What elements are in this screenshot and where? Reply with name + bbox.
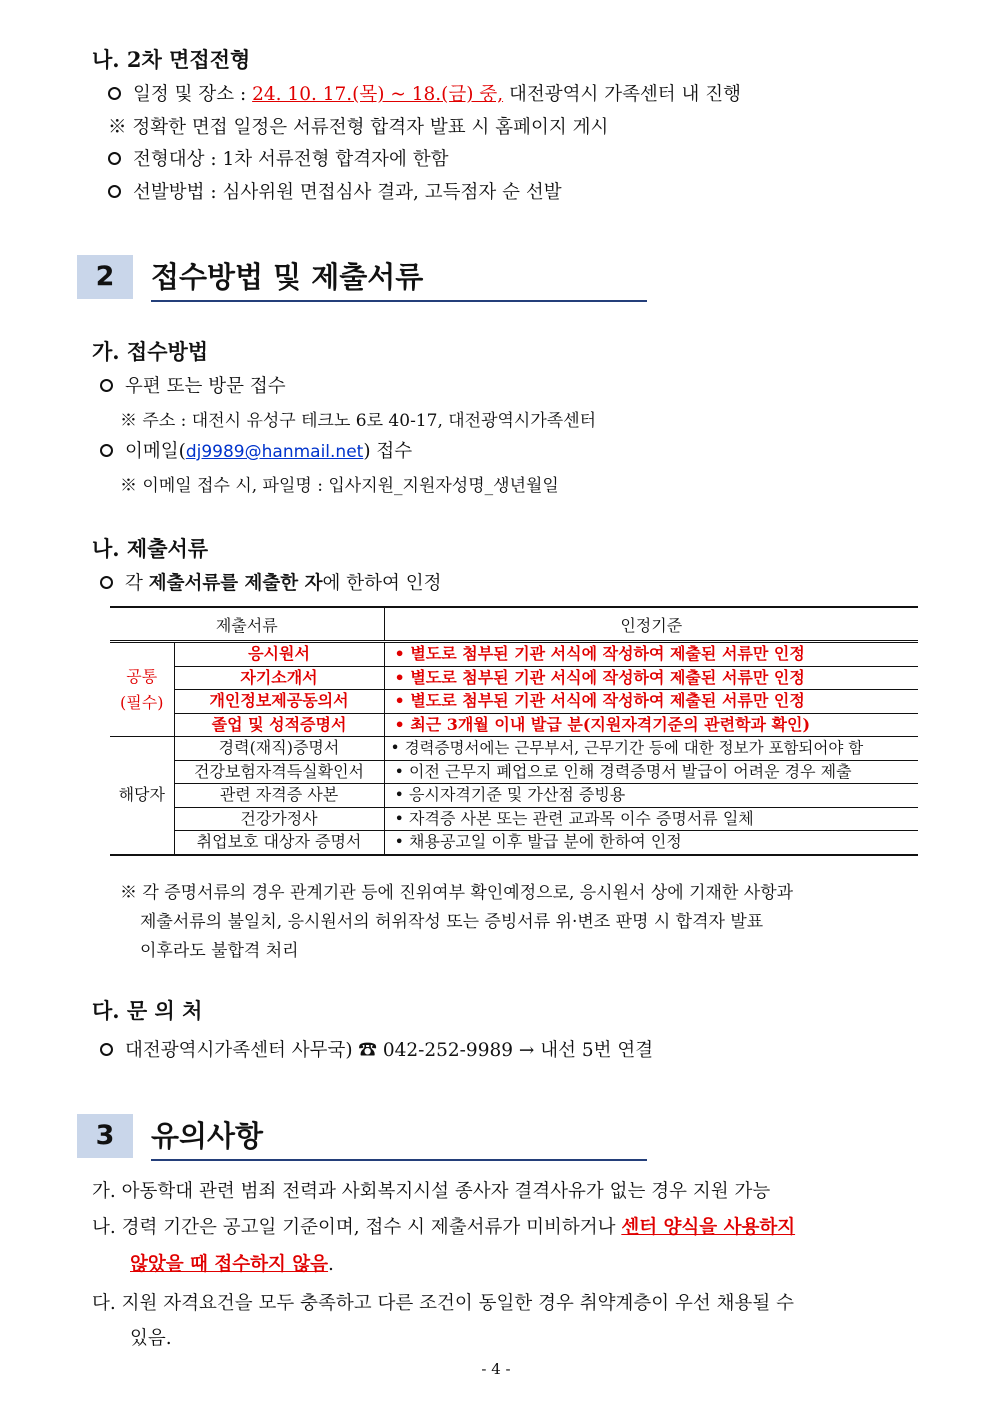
col-header-criteria: 인정기준	[384, 607, 918, 642]
table-row	[110, 760, 918, 784]
doc-name: 관련 자격증 사본	[174, 784, 384, 808]
group-common: 공통 (필수)	[110, 642, 174, 737]
documents-note-line3: 이후라도 불합격 처리	[140, 941, 299, 961]
doc-criteria: • 경력증명서에는 근무부서, 근무기간 등에 대한 정보가 포함되어야 함	[384, 737, 918, 761]
documents-heading: 나. 제출서류	[92, 536, 209, 561]
schedule-date: 24. 10. 17.(목) ~ 18.(금) 중,	[252, 84, 504, 105]
circle-bullet-icon	[108, 185, 121, 198]
table-row	[110, 784, 918, 808]
doc-name: 건강보험자격득실확인서	[174, 760, 384, 784]
documents-note-line1: ※ 각 증명서류의 경우 관계기관 등에 진위여부 확인예정으로, 응시원서 상에 기재한 사항과	[120, 883, 794, 903]
interview-note: ※ 정확한 면접 일정은 서류전형 합격자 발표 시 홈페이지 게시	[108, 117, 609, 138]
table-row	[110, 642, 918, 667]
doc-name: 개인정보제공동의서	[174, 690, 384, 714]
email-link[interactable]: dj9989@hanmail.net	[185, 442, 364, 462]
schedule-suffix: 대전광역시 가족센터 내 진행	[503, 84, 742, 105]
mail-text: 우편 또는 방문 접수	[125, 376, 286, 397]
inquiry-line	[100, 1036, 653, 1062]
doc-criteria: • 최근 3개월 이내 발급 분(지원자격기준의 관련학과 확인)	[384, 713, 918, 737]
section-2-title: 접수방법 및 제출서류	[151, 255, 647, 302]
table-row	[110, 690, 918, 714]
documents-intro	[100, 569, 442, 595]
doc-criteria: • 별도로 첨부된 기관 서식에 작성하여 제출된 서류만 인정	[384, 642, 918, 667]
doc-criteria: • 이전 근무지 폐업으로 인해 경력증명서 발급이 어려운 경우 제출	[384, 760, 918, 784]
reception-item-mail	[100, 372, 286, 398]
section-3-title: 유의사항	[151, 1114, 647, 1161]
doc-criteria: • 채용공고일 이후 발급 분에 한하여 인정	[384, 831, 918, 855]
notice-item-a: 가. 아동학대 관련 범죄 전력과 사회복지시설 종사자 결격사유가 없는 경우 지원 가능	[92, 1181, 771, 1202]
group-applicable: 해당자	[110, 737, 174, 855]
email-prefix: 이메일(	[125, 441, 186, 462]
email-note: ※ 이메일 접수 시, 파일명 : 입사지원_지원자성명_생년월일	[120, 476, 559, 496]
inquiry-heading: 다. 문 의 처	[92, 998, 203, 1023]
doc-criteria: • 별도로 첨부된 기관 서식에 작성하여 제출된 서류만 인정	[384, 666, 918, 690]
table-row	[110, 737, 918, 761]
item-b-emphasis-2: 않았을 때 접수하지 않음	[130, 1254, 329, 1275]
email-suffix: ) 접수	[363, 441, 413, 462]
interview-target	[108, 145, 448, 171]
col-header-documents: 제출서류	[110, 607, 384, 642]
doc-criteria: • 자격증 사본 또는 관련 교과목 이수 증명서류 일체	[384, 807, 918, 831]
circle-bullet-icon	[100, 444, 113, 457]
doc-criteria: • 별도로 첨부된 기관 서식에 작성하여 제출된 서류만 인정	[384, 690, 918, 714]
schedule-prefix: 일정 및 장소 :	[133, 84, 253, 105]
interview-method	[108, 178, 562, 204]
item-b-emphasis: 센터 양식을 사용하지	[621, 1217, 796, 1238]
circle-bullet-icon	[108, 152, 121, 165]
section-2-number: 2	[77, 255, 133, 299]
reception-heading: 가. 접수방법	[92, 339, 209, 364]
documents-table	[110, 606, 918, 856]
notice-item-b	[92, 1213, 795, 1239]
table-row	[110, 666, 918, 690]
circle-bullet-icon	[100, 576, 113, 589]
method-text: 선발방법 : 심사위원 면접심사 결과, 고득점자 순 선발	[133, 182, 562, 203]
table-row	[110, 713, 918, 737]
table-row	[110, 831, 918, 855]
circle-bullet-icon	[100, 379, 113, 392]
doc-name: 취업보호 대상자 증명서	[174, 831, 384, 855]
notice-item-c: 다. 지원 자격요건을 모두 충족하고 다른 조건이 동일한 경우 취약계층이 우선 채용될 수	[92, 1293, 794, 1314]
item-b-prefix: 나. 경력 기간은 공고일 기준이며, 접수 시 제출서류가 미비하거나	[92, 1217, 622, 1238]
item-b-end: .	[328, 1254, 334, 1275]
reception-address: ※ 주소 : 대전시 유성구 테크노 6로 40-17, 대전광역시가족센터	[120, 411, 597, 431]
doc-criteria: • 응시자격기준 및 가산점 증빙용	[384, 784, 918, 808]
doc-name: 자기소개서	[174, 666, 384, 690]
target-text: 전형대상 : 1차 서류전형 합격자에 한함	[133, 149, 449, 170]
page-number: - 4 -	[481, 1360, 511, 1378]
intro-prefix: 각	[125, 573, 149, 594]
doc-name: 경력(재직)증명서	[174, 737, 384, 761]
circle-bullet-icon	[100, 1043, 113, 1056]
notice-item-b-cont	[130, 1250, 334, 1276]
doc-name: 건강가정사	[174, 807, 384, 831]
interview-heading: 나. 2차 면접전형	[92, 47, 251, 72]
documents-note-line2: 제출서류의 불일치, 응시원서의 허위작성 또는 증빙서류 위·변조 판명 시 합격자 발표	[140, 912, 764, 932]
reception-item-email	[100, 437, 412, 463]
intro-bold: 제출서류를 제출한 자	[148, 573, 323, 594]
intro-suffix: 에 한하여 인정	[322, 573, 442, 594]
doc-name: 응시원서	[174, 642, 384, 667]
inquiry-text: 대전광역시가족센터 사무국) ☎ 042-252-9989 → 내선 5번 연결	[125, 1040, 654, 1061]
section-3-number: 3	[77, 1114, 133, 1158]
interview-schedule	[108, 80, 741, 106]
doc-name: 졸업 및 성적증명서	[174, 713, 384, 737]
notice-item-c-cont: 있음.	[130, 1328, 172, 1349]
circle-bullet-icon	[108, 87, 121, 100]
table-row	[110, 807, 918, 831]
